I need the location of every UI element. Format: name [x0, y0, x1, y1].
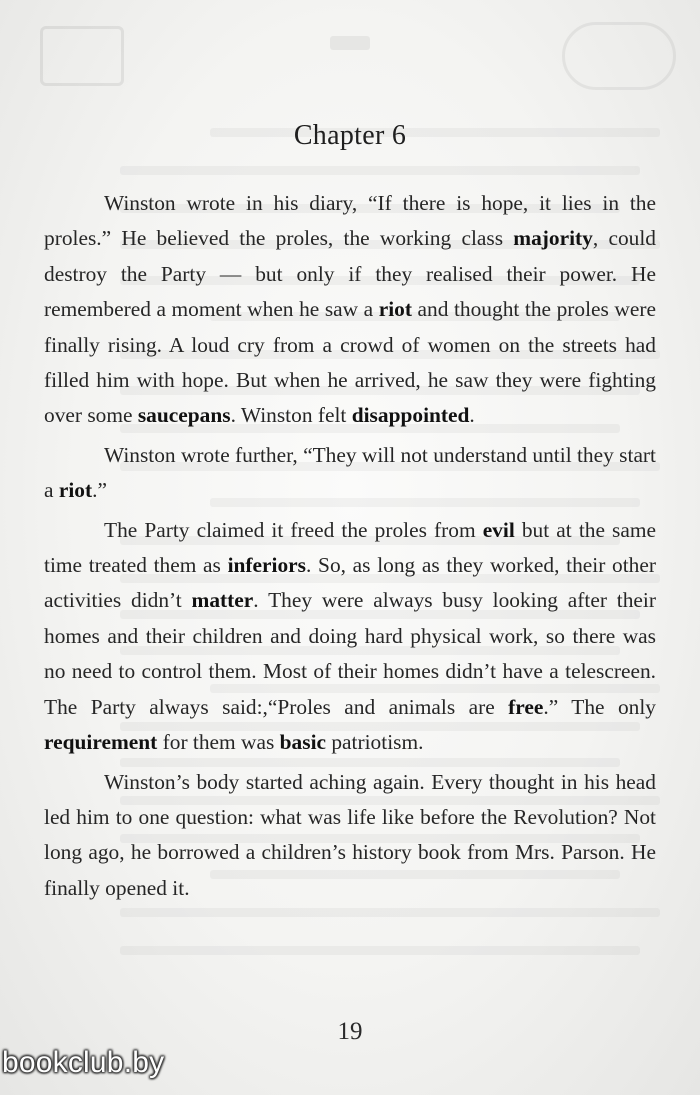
vocabulary-word: majority	[513, 226, 593, 251]
chapter-title: Chapter 6	[293, 120, 407, 151]
watermark: bookclub.by	[2, 1046, 165, 1079]
vocabulary-word: basic	[279, 730, 327, 755]
text-run: . So, as long as they worked, their other activities didn’t	[44, 553, 656, 613]
vocabulary-word: riot	[58, 478, 93, 503]
text-run: patriotism.	[326, 730, 424, 755]
text-run: .” The only	[543, 694, 656, 719]
vocabulary-word: requirement	[44, 730, 158, 755]
text-run: , could destroy the Party — but only if they realised their power. He remembered a moment when he saw a	[44, 226, 656, 322]
body-text	[44, 186, 656, 906]
paragraph	[44, 186, 656, 434]
text-run: The Party claimed it freed the proles from	[104, 517, 483, 542]
paragraph	[44, 765, 656, 907]
text-run: .	[469, 403, 475, 428]
bleed-through-line	[120, 166, 640, 175]
vocabulary-word: riot	[378, 297, 412, 322]
vocabulary-word: free	[508, 694, 544, 719]
vocabulary-word: evil	[482, 517, 515, 542]
text-run: . Winston felt	[230, 403, 352, 428]
text-run: but at the same time treated them as	[44, 517, 657, 578]
text-run: .”	[92, 478, 107, 503]
text-run: . They were always busy looking after their homes and their children and doing hard physical work, so there was no need to control them. Most of their homes didn’t have a telescreen. The Party always said:,“Proles and animals are	[44, 588, 656, 719]
text-run: and thought the proles were finally rising. A loud cry from a crowd of women on the streets had filled him with hope. But when he arrived, he saw they were fighting over some	[44, 297, 656, 428]
bleed-through-line	[120, 908, 660, 917]
bleed-through-logo-icon	[40, 26, 124, 86]
vocabulary-word: inferiors	[227, 553, 306, 578]
text-run: Winston’s body started aching again. Every thought in his head led him to one question: what was life like before the Revolution? Not long ago, he borrowed a children’s history book from Mrs. Parson. He finally opened it.	[44, 769, 656, 900]
bleed-through-emblem-icon	[562, 22, 676, 90]
vocabulary-word: saucepans	[137, 403, 231, 428]
bleed-through-line	[120, 946, 640, 955]
vocabulary-word: matter	[191, 588, 254, 613]
paragraph	[44, 513, 656, 761]
page-number: 19	[337, 1018, 363, 1045]
vocabulary-word: disappointed	[351, 403, 470, 428]
text-run: Winston wrote further, “They will not understand until they start a	[44, 442, 656, 503]
text-run: for them was	[157, 730, 280, 755]
text-run: Winston wrote in his diary, “If there is hope, it lies in the proles.” He believed the proles, the working class	[44, 191, 656, 251]
bleed-through-page-number	[330, 36, 370, 50]
paragraph	[44, 438, 656, 509]
